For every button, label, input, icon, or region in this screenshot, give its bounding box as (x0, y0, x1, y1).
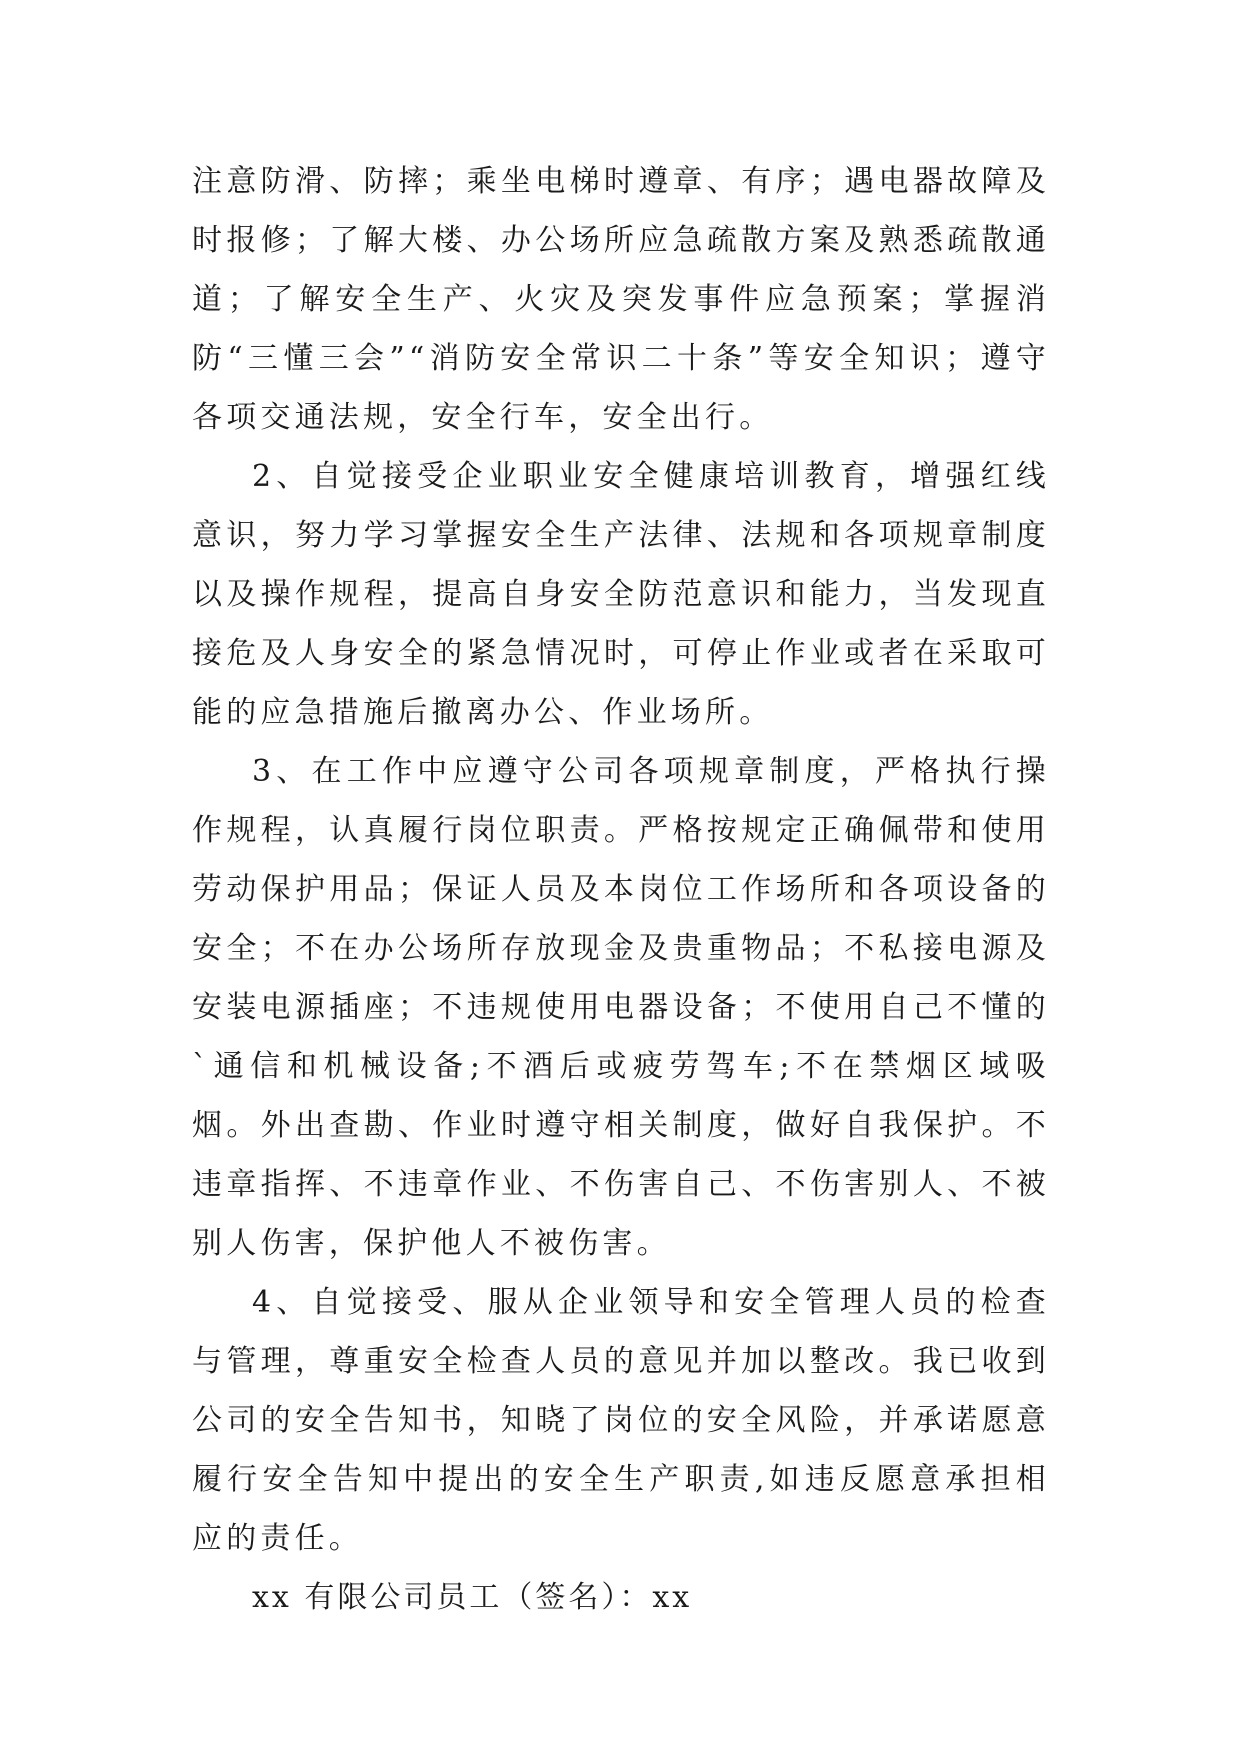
paragraph-item-4: 4、自觉接受、服从企业领导和安全管理人员的检查与管理，尊重安全检查人员的意见并加以整改。我已收到公司的安全告知书，知晓了岗位的安全风险，并承诺愿意履行安全告知中提出的安全生产职责,如违反愿意承担相应的责任。 (192, 1285, 1050, 1556)
paragraph-continuation: 注意防滑、防摔；乘坐电梯时遵章、有序；遇电器故障及时报修；了解大楼、办公场所应急疏散方案及熟悉疏散通道；了解安全生产、火灾及突发事件应急预案；掌握消防“三懂三会”“消防安全常识二十条”等安全知识；遵守各项交通法规，安全行车，安全出行。 (192, 164, 1050, 435)
document-body (192, 152, 1050, 1627)
paragraph-item-3: 3、在工作中应遵守公司各项规章制度，严格执行操作规程，认真履行岗位职责。严格按规定正确佩带和使用劳动保护用品；保证人员及本岗位工作场所和各项设备的安全；不在办公场所存放现金及贵重物品；不私接电源及安装电源插座；不违规使用电器设备；不使用自己不懂的`通信和机械设备;不酒后或疲劳驾车;不在禁烟区域吸烟。外出查勘、作业时遵守相关制度，做好自我保护。不违章指挥、不违章作业、不伤害自己、不伤害别人、不被别人伤害，保护他人不被伤害。 (192, 754, 1050, 1261)
signature-line: xx 有限公司员工（签名）：xx (252, 1580, 693, 1615)
paragraph-item-2: 2、自觉接受企业职业安全健康培训教育，增强红线意识，努力学习掌握安全生产法律、法规和各项规章制度以及操作规程，提高自身安全防范意识和能力，当发现直接危及人身安全的紧急情况时，可停止作业或者在采取可能的应急措施后撤离办公、作业场所。 (192, 459, 1050, 730)
